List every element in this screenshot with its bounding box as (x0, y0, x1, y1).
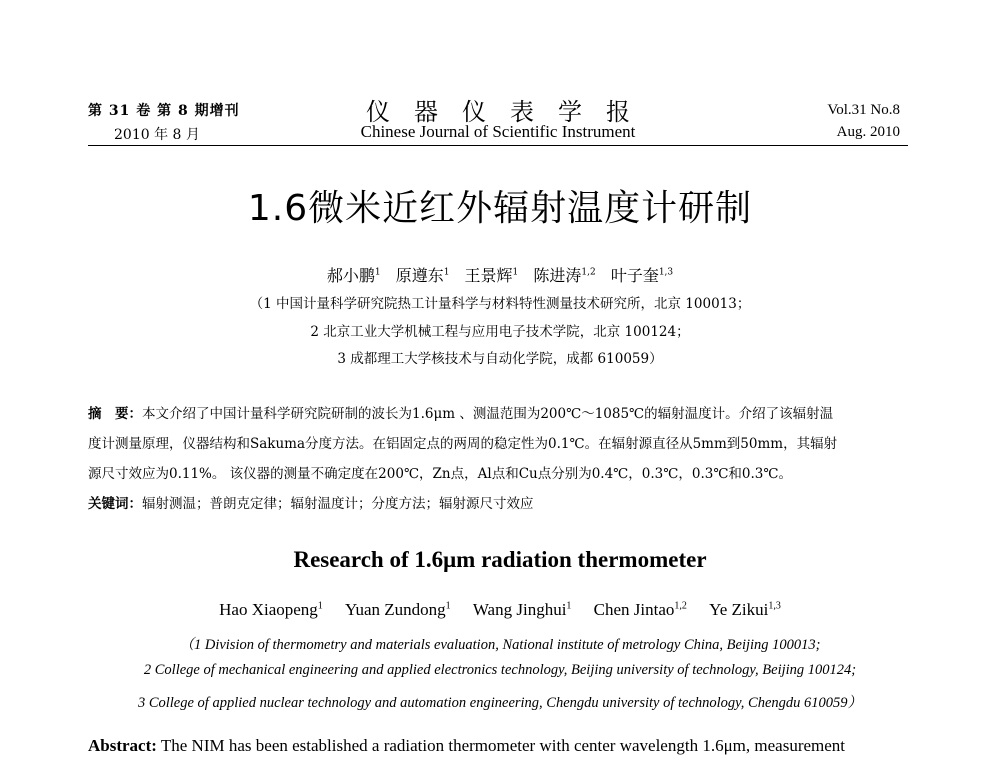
affiliation-cn-3: 3 成都理工大学核技术与自动化学院，成都 610059） (337, 351, 663, 367)
affiliation-cn-1: （1 中国计量科学研究院热工计量科学与材料特性测量技术研究所，北京 100013； (249, 296, 751, 312)
author-cn: 郝小鹏$^1$ (326, 266, 381, 285)
date-cn: 2010 年 8 月 (114, 127, 200, 143)
author-en: Chen Jintao$^{1,2}$ (593, 600, 687, 619)
header-rule (88, 145, 908, 146)
author-en: Yuan Zundong$^1$ (345, 600, 451, 619)
author-cn: 原遵东$^1$ (395, 266, 450, 285)
abstract-en-label: Abstract: (88, 736, 157, 755)
author-cn: 王景辉$^1$ (464, 266, 519, 285)
author-en: Wang Jinghui$^1$ (472, 600, 572, 619)
abstract-en: Abstract: The NIM has been established a radiation thermometer with center wavelength 1.6μm, measurement (88, 736, 846, 755)
authors-en (0, 600, 1000, 620)
abstract-cn-line-2: 度计测量原理，仪器结构和Sakuma分度方法。在铝固定点的两周的稳定性为0.1℃。在辐射源直径从5mm到50mm，其辐射 (88, 436, 838, 452)
affiliation-en-2: 2 College of mechanical engineering and applied electronics technology, Beijing university of technology, Beijing 100124; (143, 662, 857, 678)
journal-name-en: Chinese Journal of Scientific Instrument (360, 122, 636, 141)
author-en: Ye Zikui$^{1,3}$ (709, 600, 781, 619)
volume-en: Vol.31 No.8 (827, 102, 900, 118)
author-en: Hao Xiaopeng$^1$ (219, 600, 323, 619)
date-en: Aug. 2010 (836, 124, 900, 140)
journal-header (88, 92, 908, 146)
author-cn: 陈进涛$^{1,2}$ (533, 266, 596, 285)
paper-title-en: Research of 1.6μm radiation thermometer (293, 547, 707, 572)
affiliation-en-1: （1 Division of thermometry and materials evaluation, National institute of metrology China, Beijing 100013; (179, 637, 821, 653)
author-cn: 叶子奎$^{1,3}$ (610, 266, 674, 285)
keywords-cn-label: 关键词： (88, 496, 142, 512)
abstract-cn-label: 摘 要： (88, 406, 142, 422)
abstract-cn-line-3: 源尺寸效应为0.11%。 该仪器的测量不确定度在200℃，Zn点，Al点和Cu点分别为0.4℃，0.3℃，0.3℃和0.3℃。 (88, 466, 792, 482)
journal-name-cn: 仪器仪表学报 (366, 98, 654, 126)
volume-issue: 第 31 卷 第 8 期增刊 (88, 103, 240, 119)
keywords-cn: 关键词：辐射测温；普朗克定律；辐射温度计；分度方法；辐射源尺寸效应 (88, 496, 534, 512)
paper-title-cn: 1.6微米近红外辐射温度计研制 (247, 188, 753, 229)
authors-cn (0, 263, 1000, 286)
affiliation-cn-2: 2 北京工业大学机械工程与应用电子技术学院，北京 100124； (310, 324, 690, 340)
abstract-cn-line-1: 摘 要：本文介绍了中国计量科学研究院研制的波长为1.6μm 、测温范围为200℃～1085℃的辐射温度计。介绍了该辐射温 (88, 406, 834, 422)
affiliation-en-3: 3 College of applied nuclear technology and automation engineering, Chengdu university of technology, Chengdu 610059） (137, 695, 863, 711)
